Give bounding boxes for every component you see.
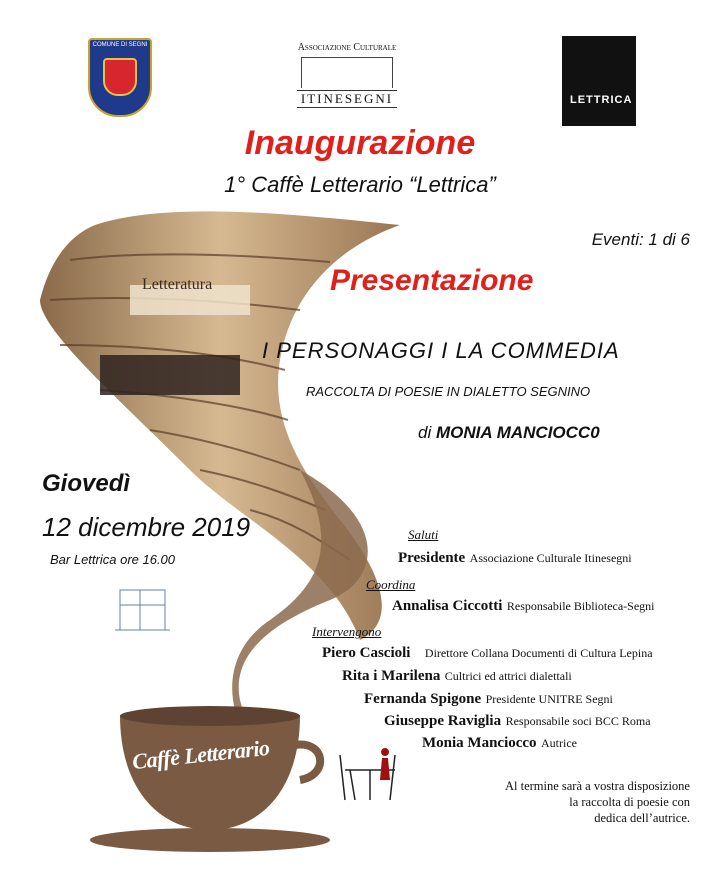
- speaker-row: [384, 712, 651, 730]
- building-sketch-icon: [115, 590, 170, 630]
- speaker-desc: Autrice: [541, 736, 577, 750]
- cafe-table-icon: [340, 748, 395, 800]
- saluti-row: [398, 549, 632, 567]
- saluti-desc: Associazione Culturale Itinesegni: [469, 551, 632, 565]
- book-title: I PERSONAGGI I LA COMMEDIA: [262, 338, 620, 363]
- speaker-row: [322, 644, 653, 662]
- speaker-desc: Responsabile soci BCC Roma: [505, 714, 651, 728]
- speaker-row: [422, 734, 577, 752]
- events-count: Eventi: 1 di 6: [591, 230, 690, 249]
- title-inaugurazione: Inaugurazione: [244, 124, 476, 162]
- lettrica-logo-text: LETTRICA: [570, 94, 633, 106]
- itinesegni-caption: Associazione Culturale: [297, 42, 397, 53]
- speaker-name: Piero Cascioli: [322, 645, 411, 661]
- speaker-row: [364, 690, 613, 708]
- crest-icon: [103, 58, 137, 96]
- intervengono-label: Intervengono: [312, 624, 382, 639]
- castle-icon: [301, 57, 393, 88]
- saluti-label: Saluti: [408, 527, 439, 542]
- book-author-line: [418, 423, 600, 443]
- subtitle-caffe: 1° Caffè Letterario “Lettrica”: [224, 172, 496, 197]
- coffee-cup-icon: [90, 706, 330, 852]
- closing-note: [470, 778, 690, 826]
- speaker-desc: Cultrici ed attrici dialettali: [444, 669, 572, 683]
- coordina-name: Annalisa Ciccotti: [392, 598, 503, 614]
- dark-book: [100, 355, 240, 395]
- speaker-desc: Direttore Collana Documenti di Cultura Lepina: [424, 646, 653, 660]
- event-date: 12 dicembre 2019: [42, 512, 251, 542]
- comune-logo: [88, 38, 152, 117]
- closing-line: dedica dell’autrice.: [594, 811, 690, 825]
- coordina-row: [392, 597, 655, 615]
- lettrica-logo: [562, 36, 636, 126]
- title-presentazione: Presentazione: [330, 264, 534, 297]
- event-place: Bar Lettrica ore 16.00: [50, 552, 176, 567]
- author-prefix: di: [418, 423, 432, 442]
- speaker-desc: Presidente UNITRE Segni: [485, 692, 613, 706]
- speaker-name: Fernanda Spigone: [364, 691, 482, 707]
- closing-line: Al termine sarà a vostra disposizione: [504, 779, 690, 793]
- itinesegni-name: ITINESEGNI: [297, 90, 397, 108]
- comune-logo-text: COMUNE DI SEGNI: [92, 42, 148, 48]
- event-day: Giovedì: [42, 470, 131, 497]
- saluti-name: Presidente: [398, 550, 466, 566]
- book-subtitle: RACCOLTA DI POESIE IN DIALETTO SEGNINO: [306, 384, 591, 399]
- closing-line: la raccolta di poesie con: [569, 795, 690, 809]
- speaker-name: Giuseppe Raviglia: [384, 713, 502, 729]
- speaker-row: [342, 667, 572, 685]
- itinesegni-logo: [282, 42, 412, 112]
- speaker-name: Rita i Marilena: [342, 668, 441, 684]
- spine-label: Letteratura: [142, 276, 213, 293]
- coordina-desc: Responsabile Biblioteca-Segni: [506, 599, 655, 613]
- coordina-label: Coordina: [366, 577, 416, 592]
- cup-text: Caffè Letterario: [131, 734, 271, 775]
- author-name: MONIA MANCIOCC0: [435, 423, 600, 442]
- speaker-name: Monia Manciocco: [422, 735, 537, 751]
